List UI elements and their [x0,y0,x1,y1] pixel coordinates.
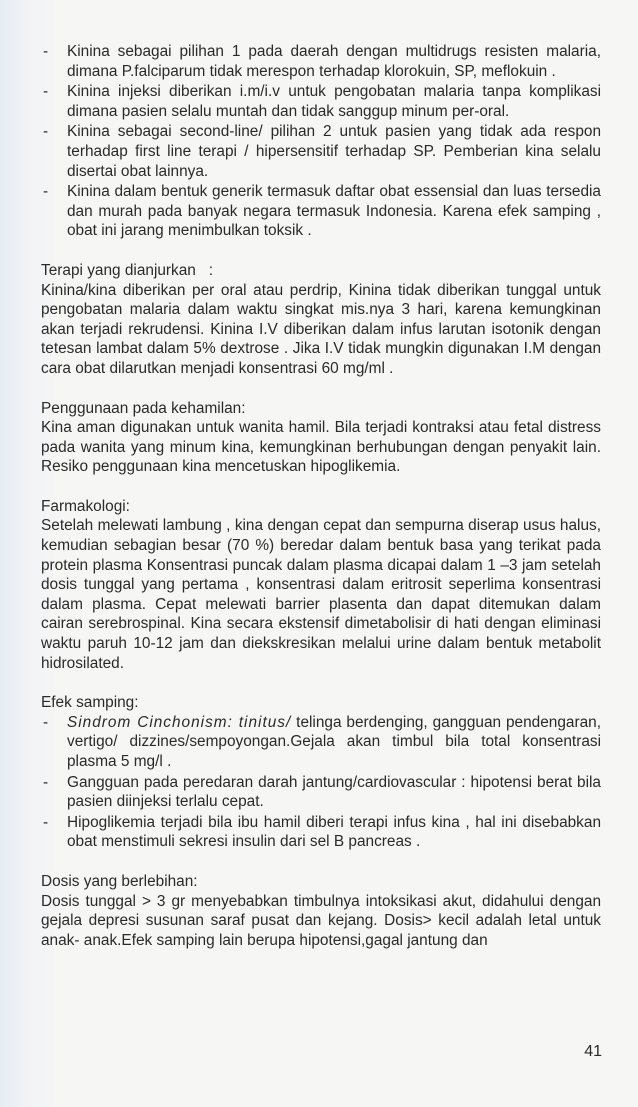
dosis-section [41,872,601,950]
list-item: - Kinina sebagai second-line/ pilihan 2 untuk pasien yang tidak ada respon terhadap first line terapi / hipersensitif terhadap SP. Pemberian kina selalu disertai obat lainnya. [41,122,601,181]
list-item: - Kinina sebagai pilihan 1 pada daerah dengan multidrugs resisten malaria, dimana P.falciparum tidak merespon terhadap klorokuin, SP, meflokuin . [41,42,601,81]
list-item [41,813,601,852]
section-heading: Penggunaan pada kehamilan: [41,399,246,417]
section-heading: Farmakologi: [41,497,130,515]
list-item-text: Gangguan pada peredaran darah jantung/cardiovascular : hipotensi berat bila pasien diinjeksi terlalu cepat. [67,773,601,811]
intro-list [41,42,601,241]
list-item: - Kinina dalam bentuk generik termasuk daftar obat essensial dan luas tersedia dan murah pada banyak negara termasuk Indonesia. Karena efek samping , obat ini jarang menimbulkan toksik . [41,182,601,241]
terapi-section [41,261,601,379]
section-heading: Dosis yang berlebihan: [41,872,198,890]
section-heading: Terapi yang dianjurkan : [41,261,213,279]
list-item-text: telinga berdenging, gangguan pendengaran, vertigo/ dizzines/sempoyongan.Gejala akan timbul bila total konsentrasi plasma 5 mg/l . [67,713,601,770]
efek-samping-list [41,713,601,852]
kehamilan-section [41,399,601,477]
section-body: Kinina/kina diberikan per oral atau perdrip, Kinina tidak diberikan tunggal untuk pengobatan malaria dalam waktu singkat mis.nya 3 hari, karena kemungkinan akan terjadi rekrudensi. Kinina I.V diberikan dalam infus larutan isotonik dengan tetesan lambat dalam 5% dextrose . Jika I.V tidak mungkin digunakan I.M dengan cara obat dilarutkan menjadi konsentrasi 60 mg/ml . [41,281,601,377]
section-body: Kina aman digunakan untuk wanita hamil. Bila terjadi kontraksi atau fetal distress pada wanita yang minum kina, kemungkinan berhubungan dengan penyakit lain. Resiko penggunaan kina mencetuskan hipoglikemia. [41,419,601,476]
page-number: 41 [584,1043,602,1060]
farmakologi-section [41,497,601,673]
list-item: - Kinina injeksi diberikan i.m/i.v untuk pengobatan malaria tanpa komplikasi dimana pasien selalu muntah dan tidak sanggup minum per-oral. [41,82,601,121]
list-item [41,773,601,812]
efek-samping-section [41,693,601,852]
section-heading: Efek samping: [41,694,139,712]
section-body: Dosis tunggal > 3 gr menyebabkan timbulnya intoksikasi akut, didahului dengan gejala depresi susunan saraf pusat dan kejang. Dosis> kecil adalah letal untuk anak- anak.Efek samping lain berupa hipotensi,gagal jantung dan [41,892,601,949]
list-item-text: Hipoglikemia terjadi bila ibu hamil diberi terapi infus kina , hal ini disebabkan obat menstimuli sekresi insulin dari sel B pancreas . [67,813,601,851]
section-body: Setelah melewati lambung , kina dengan cepat dan sempurna diserap usus halus, kemudian sebagian besar (70 %) beredar dalam bentuk basa yang terikat pada protein plasma Konsentrasi puncak dalam plasma dicapai dalam 1 –3 jam setelah dosis tunggal yang pertama , konsentrasi dalam eritrosit seperlima konsentrasi dalam plasma. Cepat melewati barrier plasenta dan dapat ditemukan dalam cairan serebrospinal. Kina secara ekstensif dimetabolisir di hati dengan eliminasi waktu paruh 10-12 jam dan diekskresikan melalui urine dalam bentuk metabolit hidrosilated. [41,517,601,672]
emphasis-text: Sindrom Cinchonism: tinitus/ [67,713,292,731]
page-content [41,42,601,950]
list-item [41,713,601,772]
